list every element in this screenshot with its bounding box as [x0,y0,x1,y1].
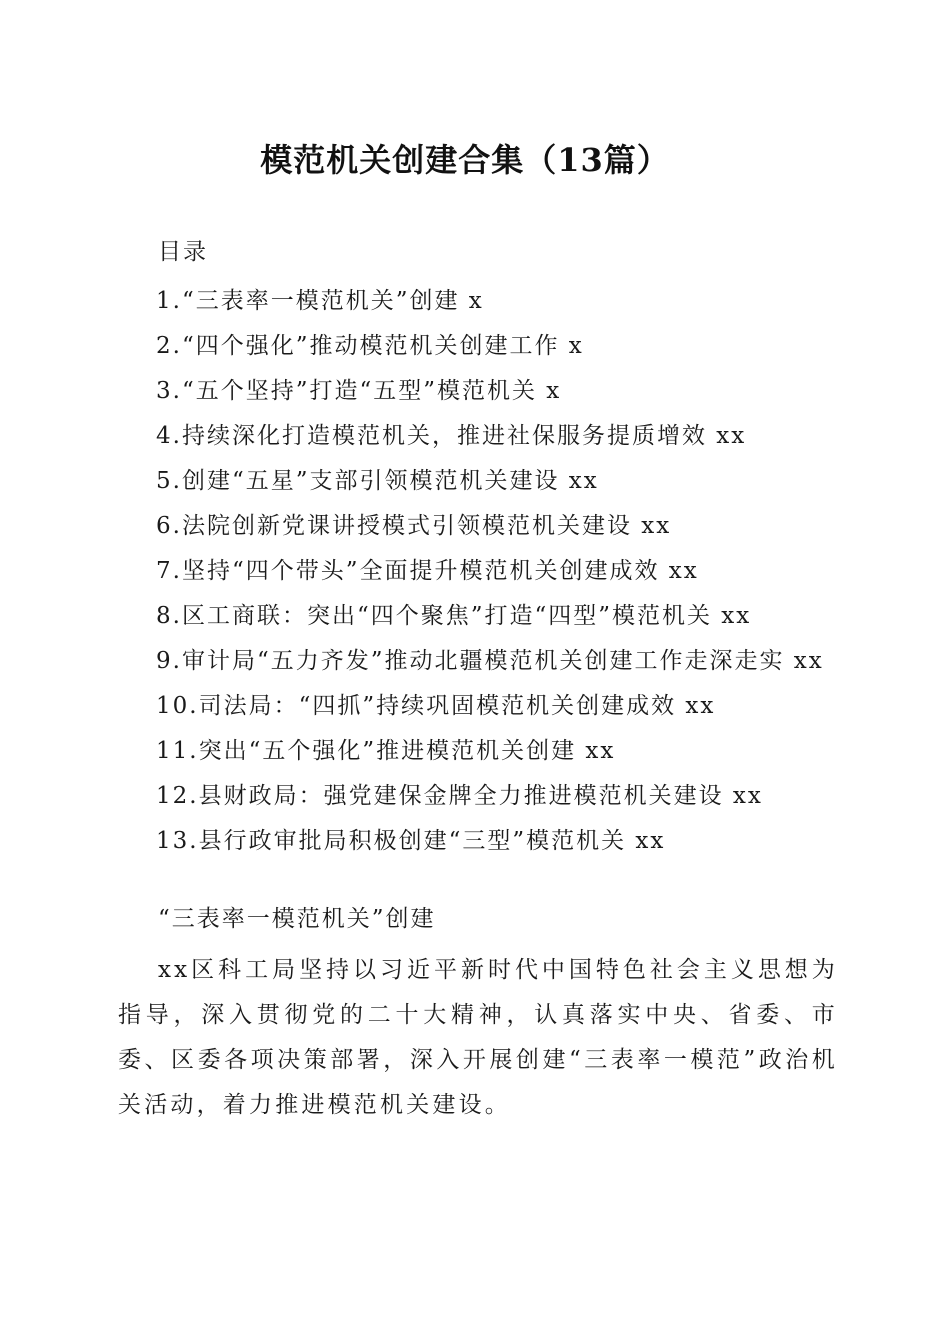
toc-item-6: 6.法院创新党课讲授模式引领模范机关建设 xx [156,513,672,539]
toc-item-12: 12.县财政局：强党建保金牌全力推进模范机关建设 xx [156,783,763,809]
toc-item-4: 4.持续深化打造模范机关，推进社保服务提质增效 xx [156,423,747,449]
toc-item-11: 11.突出“五个强化”推进模范机关创建 xx [156,738,616,764]
toc-item-13: 13.县行政审批局积极创建“三型”模范机关 xx [156,828,666,854]
toc-item-8: 8.区工商联：突出“四个聚焦”打造“四型”模范机关 xx [156,603,752,629]
toc-item-9: 9.审计局“五力齐发”推动北疆模范机关创建工作走深走实 xx [156,648,824,674]
document-title: 模范机关创建合集（13篇） [260,141,670,179]
body-paragraph: xx区科工局坚持以习近平新时代中国特色社会主义思想为指导，深入贯彻党的二十大精神，认真落实中央、省委、市委、区委各项决策部署，深入开展创建“三表率一模范”政治机关活动，着力推进模范机关建设。 [118,957,838,1118]
toc-item-3: 3.“五个坚持”打造“五型”模范机关 x [156,378,562,404]
toc-item-7: 7.坚持“四个带头”全面提升模范机关创建成效 xx [156,558,699,584]
table-of-contents [118,279,838,864]
section-title: “三表率一模范机关”创建 [158,906,436,932]
toc-heading: 目录 [158,239,208,265]
toc-item-1: 1.“三表率一模范机关”创建 x [156,288,484,314]
toc-item-10: 10.司法局：“四抓”持续巩固模范机关创建成效 xx [156,693,716,719]
toc-item-2: 2.“四个强化”推动模范机关创建工作 x [156,333,584,359]
toc-item-5: 5.创建“五星”支部引领模范机关建设 xx [156,468,599,494]
